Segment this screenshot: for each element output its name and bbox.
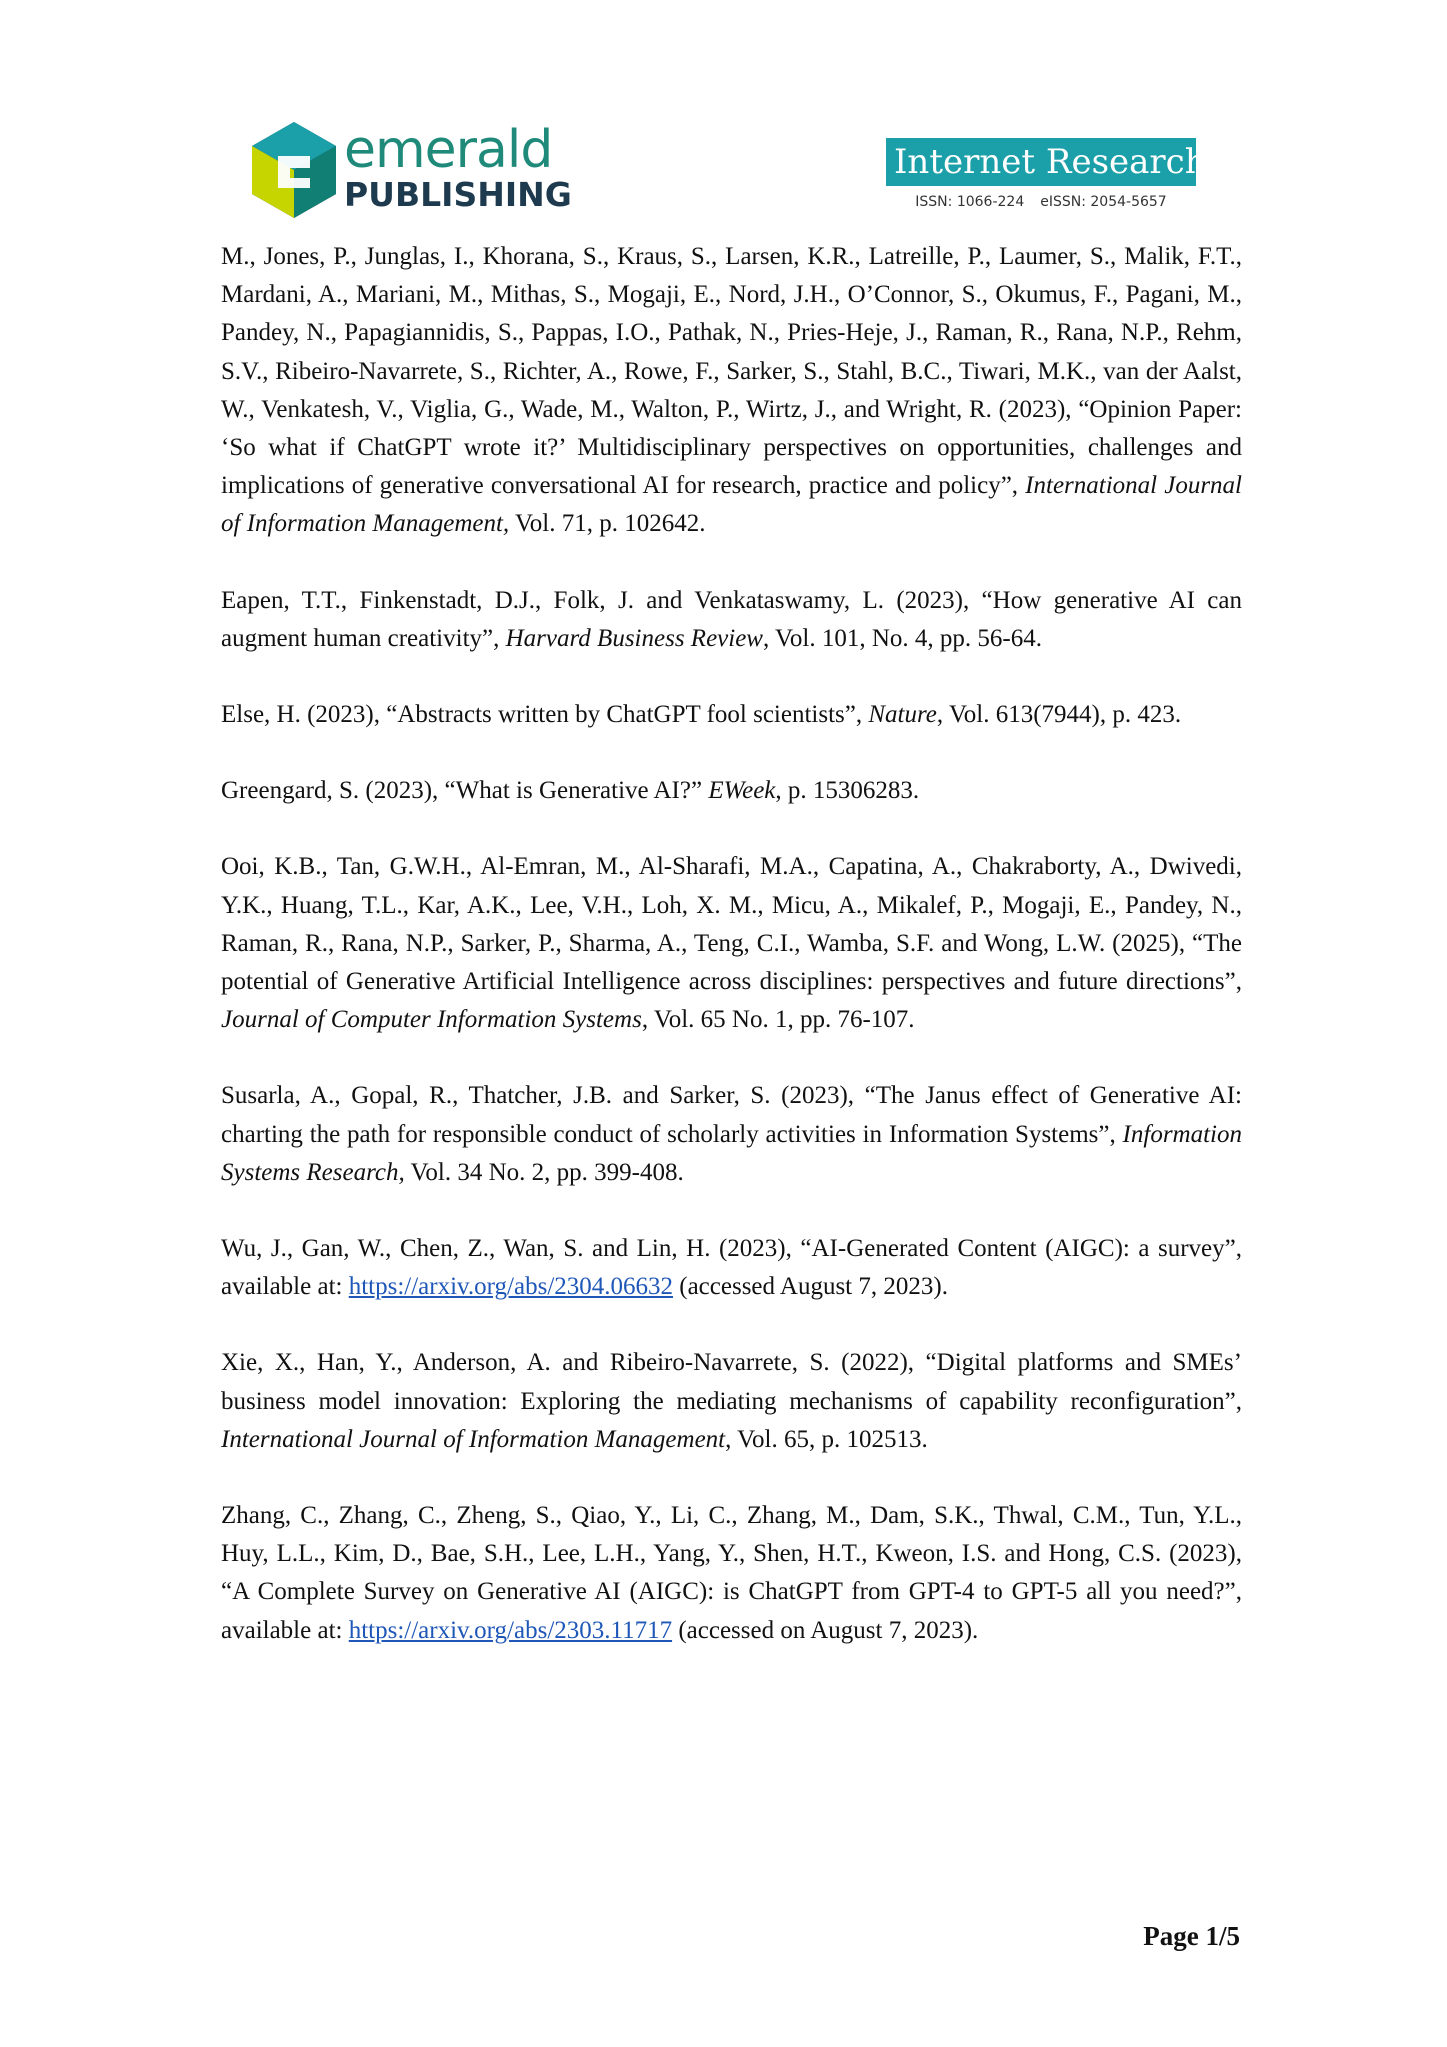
issn-row [886, 194, 1196, 210]
journal-name: Information Systems Research, [221, 1120, 1242, 1186]
arxiv-link[interactable]: https://arxiv.org/abs/2303.11717 [348, 1616, 673, 1644]
page-number: Page 1/5 [1143, 1921, 1240, 1951]
reference-entry: Susarla, A., Gopal, R., Thatcher, J.B. and Sarker, S. (2023), “The Janus effect of Generative AI: charting the path for responsible conduct of scholarly activities in Information Systems”, Information Systems Research, Vol. 34 No. 2, pp. 399-408. [221, 1082, 1242, 1186]
reference-list [221, 238, 1242, 1688]
emerald-hexagon-logo-icon [252, 122, 336, 218]
reference-entry: Eapen, T.T., Finkenstadt, D.J., Folk, J. and Venkataswamy, L. (2023), “How generative AI can augment human creativity”, Harvard Business Review, Vol. 101, No. 4, pp. 56-64. [221, 586, 1242, 652]
publisher-name-line2: PUBLISHING [344, 175, 572, 214]
journal-name: Harvard Business Review [505, 624, 763, 652]
publisher-wordmark [344, 122, 572, 212]
issn-print: ISSN: 1066-224 [915, 194, 1025, 210]
reference-entry: Wu, J., Gan, W., Chen, Z., Wan, S. and Lin, H. (2023), “AI-Generated Content (AIGC): a survey”, available at: https://arxiv.org/abs/2304.06632 (accessed August 7, 2023). [221, 1235, 1242, 1301]
reference-entry: Zhang, C., Zhang, C., Zheng, S., Qiao, Y., Li, C., Zhang, M., Dam, S.K., Thwal, C.M., Tun, Y.L., Huy, L.L., Kim, D., Bae, S.H., Lee, L.H., Yang, Y., Shen, H.T., Kweon, I.S. and Hong, C.S. (2023), “A Complete Survey on Generative AI (AIGC): is ChatGPT from GPT-4 to GPT-5 all you need?”, available at: https://arxiv.org/abs/2303.11717 (accessed on August 7, 2023). [221, 1502, 1242, 1644]
journal-name: International Journal of Information Management, [221, 472, 1242, 538]
journal-title-banner: Internet Research [886, 138, 1196, 186]
arxiv-link[interactable]: https://arxiv.org/abs/2304.06632 [348, 1273, 674, 1301]
reference-entry: Ooi, K.B., Tan, G.W.H., Al-Emran, M., Al-Sharafi, M.A., Capatina, A., Chakraborty, A., Dwivedi, Y.K., Huang, T.L., Kar, A.K., Lee, V.H., Loh, X. M., Micu, A., Mikalef, P., Mogaji, E., Pandey, N., Raman, R., Rana, N.P., Sarker, P., Sharma, A., Teng, C.I., Wamba, S.F. and Wong, L.W. (2025), “The potential of Generative Artificial Intelligence across disciplines: perspectives and future directions”, Journal of Computer Information Systems, Vol. 65 No. 1, pp. 76-107. [221, 853, 1242, 1034]
journal-name: International Journal of Information Management [221, 1425, 726, 1453]
publisher-name-line1: emerald [344, 120, 553, 180]
reference-entry: M., Jones, P., Junglas, I., Khorana, S., Kraus, S., Larsen, K.R., Latreille, P., Laumer, S., Malik, F.T., Mardani, A., Mariani, M., Mithas, S., Mogaji, E., Nord, J.H., O’Connor, S., Okumus, F., Pagani, M., Pandey, N., Papagiannidis, S., Pappas, I.O., Pathak, N., Pries-Heje, J., Raman, R., Rana, N.P., Rehm, S.V., Ribeiro-Navarrete, S., Richter, A., Rowe, F., Sarker, S., Stahl, B.C., Tiwari, M.K., van der Aalst, W., Venkatesh, V., Viglia, G., Wade, M., Walton, P., Wirtz, J., and Wright, R. (2023), “Opinion Paper: ‘So what if ChatGPT wrote it?’ Multidisciplinary perspectives on opportunities, challenges and implications of generative conversational AI for research, practice and policy”, International Journal of Information Management, Vol. 71, p. 102642. [221, 243, 1242, 538]
reference-entry: Else, H. (2023), “Abstracts written by ChatGPT fool scientists”, Nature, Vol. 613(7944), p. 423. [221, 701, 1182, 729]
reference-entry: Greengard, S. (2023), “What is Generative AI?” EWeek, p. 15306283. [221, 777, 920, 805]
reference-entry: Xie, X., Han, Y., Anderson, A. and Ribeiro-Navarrete, S. (2022), “Digital platforms and SMEs’ business model innovation: Exploring the mediating mechanisms of capability reconfiguration”, International Journal of Information Management, Vol. 65, p. 102513. [221, 1349, 1242, 1453]
journal-name: EWeek [708, 777, 776, 805]
journal-header [886, 138, 1207, 210]
emerald-publishing-logo [252, 120, 572, 222]
journal-name: Nature [868, 701, 937, 729]
journal-name: Journal of Computer Information Systems [221, 1006, 642, 1034]
issn-electronic: eISSN: 2054-5657 [1040, 194, 1167, 210]
